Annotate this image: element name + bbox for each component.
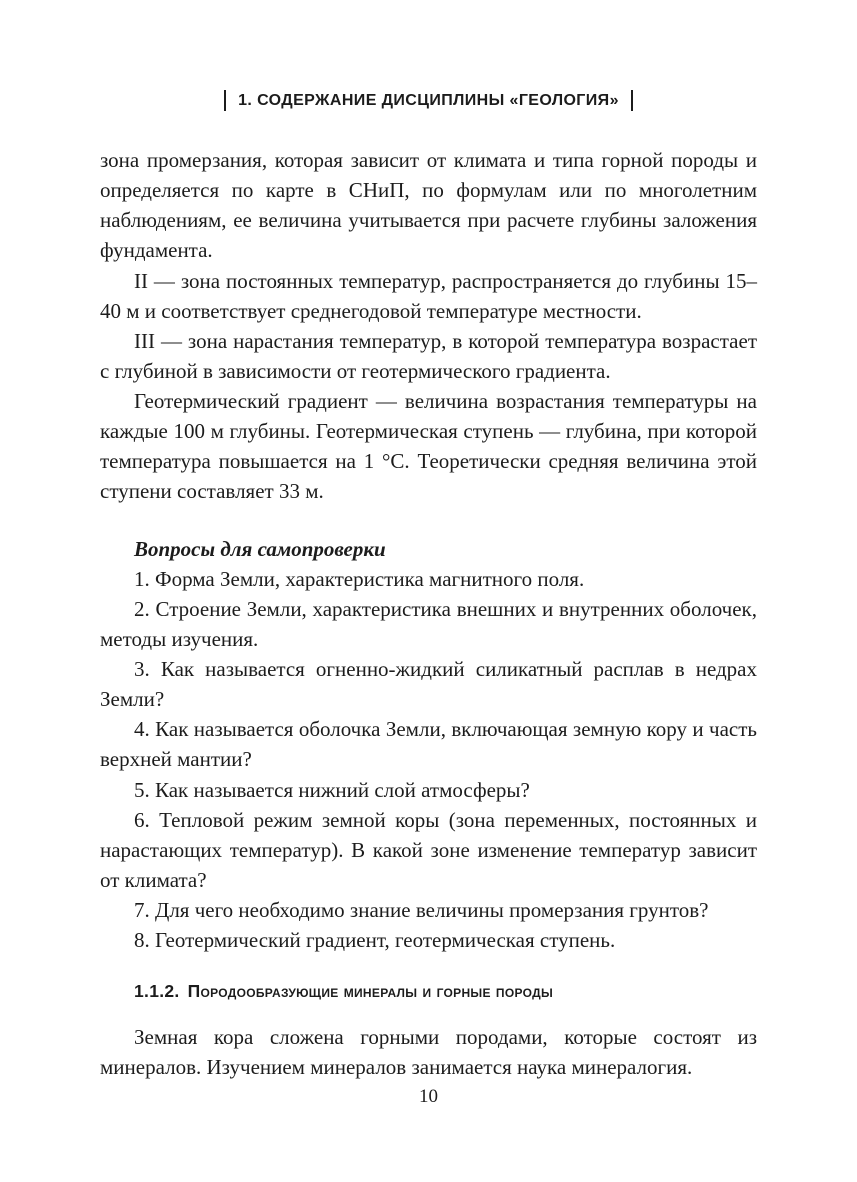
body-paragraph: Земная кора сложена горными породами, которые состоят из минералов. Изучением минералов занимается наука минералогия.	[100, 1025, 757, 1080]
question-item: 4. Как называется оболочка Земли, включающая земную кору и часть верхней мантии?	[100, 717, 757, 772]
question-item: 7. Для чего необходимо знание величины промерзания грунтов?	[134, 898, 709, 922]
section-number: 1.1.2.	[134, 981, 180, 1002]
questions-heading: Вопросы для самопроверки	[134, 536, 386, 561]
question-item: 3. Как называется огненно-жидкий силикатный расплав в недрах Земли?	[100, 657, 757, 712]
question-item: 6. Тепловой режим земной коры (зона переменных, постоянных и нарастающих температур). В какой зоне изменение температур зависит от климата?	[100, 807, 757, 892]
chapter-header-title: 1. СОДЕРЖАНИЕ ДИСЦИПЛИНЫ «ГЕОЛОГИЯ»	[238, 91, 619, 109]
section-title: Породообразующие минералы и горные породы	[187, 981, 554, 1002]
header-rule-right-icon	[631, 90, 633, 111]
question-item: 8. Геотермический градиент, геотермическая ступень.	[134, 928, 616, 953]
body-paragraph: II — зона постоянных температур, распространяется до глубины 15–40 м и соответствует среднегодовой температуре местности.	[100, 268, 757, 323]
text-block	[100, 145, 757, 1082]
question-item: 5. Как называется нижний слой атмосферы?	[134, 777, 530, 802]
question-item: 1. Форма Земли, характеристика магнитного поля.	[134, 566, 585, 591]
running-head	[0, 90, 857, 111]
page-footer	[0, 1086, 857, 1108]
body-paragraph: Геотермический градиент — величина возрастания температуры на каждые 100 м глубины. Геотермическая ступень — глубина, при которой температура повышается на 1 °С. Теоретически средняя величина этой ступени составляет 33 м.	[100, 389, 757, 504]
header-rule-left-icon	[224, 90, 226, 111]
page-number: 10	[419, 1086, 438, 1107]
body-paragraph: III — зона нарастания температур, в которой температура возрастает с глубиной в зависимости от геотермического градиента.	[100, 328, 757, 383]
body-paragraph: зона промерзания, которая зависит от климата и типа горной породы и определяется по карте в СНиП, по формулам или по многолетним наблюдениям, ее величина учитывается при расчете глубины заложения фундамента.	[100, 148, 757, 263]
question-item: 2. Строение Земли, характеристика внешних и внутренних оболочек, методы изучения.	[100, 596, 757, 651]
section-heading	[134, 980, 757, 1003]
